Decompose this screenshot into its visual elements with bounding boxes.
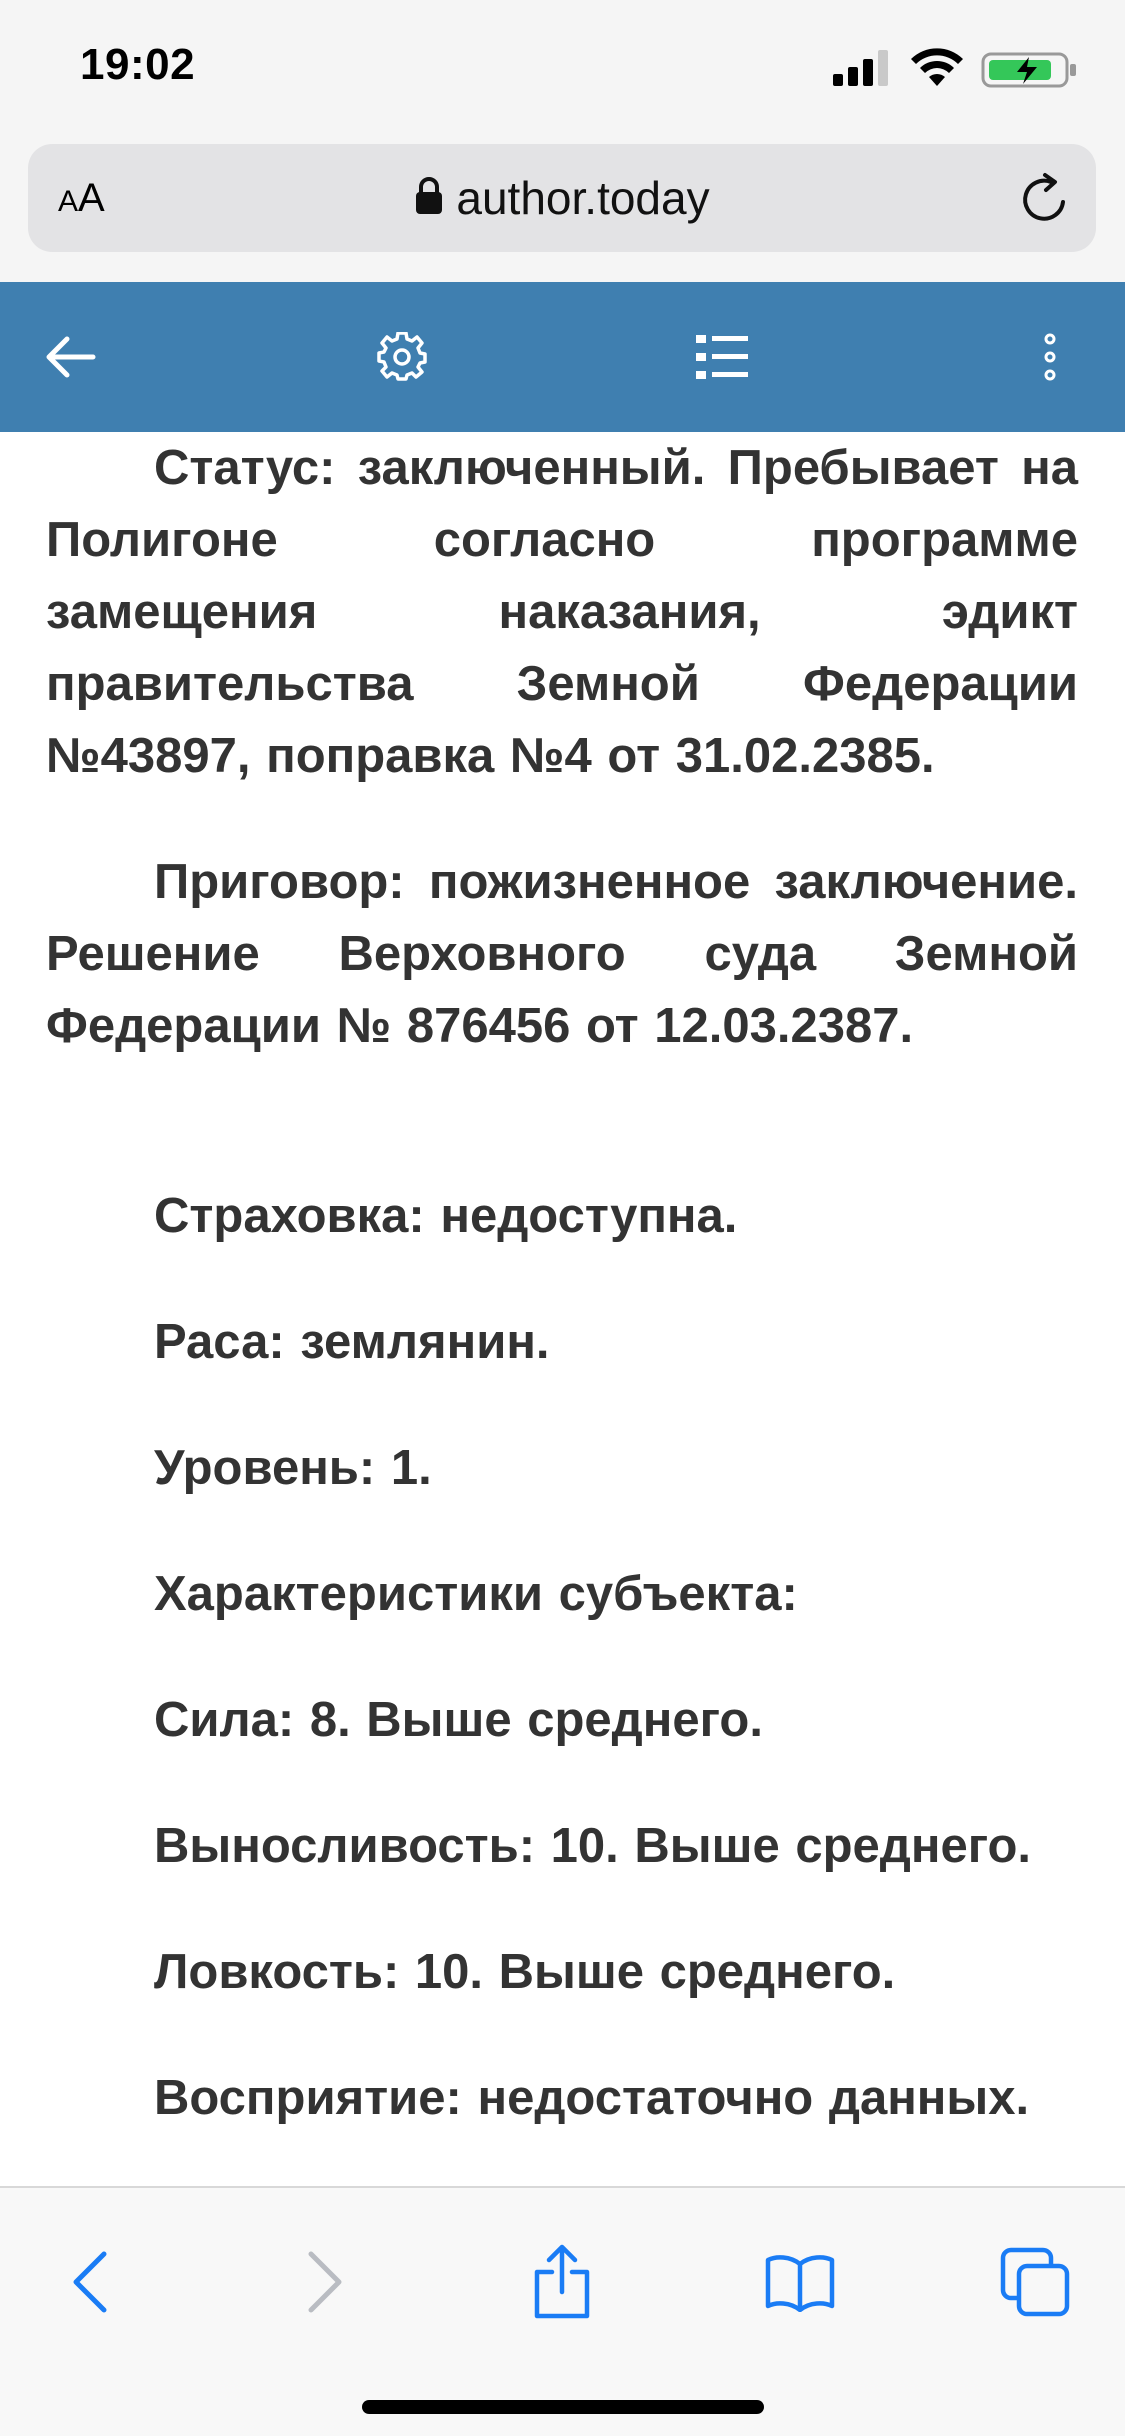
forward-chevron-icon — [305, 2250, 345, 2314]
paragraph-perception: Восприятие: недостаточно данных. — [154, 2071, 1030, 2125]
paragraph-characteristics-heading: Характеристики субъекта: — [154, 1567, 798, 1621]
lock-icon — [414, 176, 444, 216]
paragraph-agility: Ловкость: 10. Выше среднего. — [154, 1945, 896, 1999]
text-size-small-a: A — [58, 185, 79, 218]
paragraph-sentence: Приговор: пожизненное заключение. Решение Верховного суда Земной Федерации № 876456 от 12.03.2387. — [46, 855, 1078, 1053]
paragraph-status: Статус: заключенный. Пребывает на Полигоне согласно программе замещения наказания, эдикт правительства Земной Федерации №43897, поправка №4 от 31.02.2385. — [46, 441, 1078, 783]
battery-charging-icon — [981, 52, 1081, 88]
text-size-large-a: A — [78, 176, 105, 220]
tabs-icon — [999, 2246, 1071, 2318]
back-chevron-icon — [70, 2250, 110, 2314]
gear-icon — [377, 332, 427, 382]
share-icon — [531, 2244, 593, 2320]
share-button[interactable] — [512, 2232, 612, 2332]
address-bar[interactable] — [28, 144, 1096, 252]
status-time: 19:02 — [80, 40, 196, 89]
paragraph-endurance: Выносливость: 10. Выше среднего. — [154, 1819, 1032, 1873]
paragraph-strength: Сила: 8. Выше среднего. — [154, 1693, 763, 1747]
more-button[interactable] — [1000, 282, 1100, 432]
settings-button[interactable] — [352, 282, 452, 432]
more-vertical-icon — [1043, 333, 1057, 381]
bottom-toolbar — [0, 2186, 1125, 2436]
paragraph-race: Раса: землянин. — [154, 1315, 550, 1369]
wifi-icon — [911, 48, 963, 86]
address-area — [0, 132, 1125, 282]
home-indicator[interactable] — [362, 2400, 764, 2414]
book-content — [0, 432, 1125, 2186]
contents-button[interactable] — [672, 282, 772, 432]
contents-list-icon — [696, 333, 748, 381]
url-display[interactable] — [28, 172, 1096, 224]
paragraph-level: Уровень: 1. — [154, 1441, 432, 1495]
browser-back-button[interactable] — [40, 2232, 140, 2332]
browser-forward-button[interactable] — [275, 2232, 375, 2332]
back-button[interactable] — [20, 282, 120, 432]
bookmarks-button[interactable] — [750, 2232, 850, 2332]
tabs-button[interactable] — [985, 2232, 1085, 2332]
status-bar — [0, 0, 1125, 132]
signal-icon — [833, 50, 891, 86]
reader-toolbar — [0, 282, 1125, 432]
reload-icon[interactable] — [1018, 172, 1072, 226]
paragraph-insurance: Страховка: недоступна. — [154, 1189, 738, 1243]
bookmarks-icon — [764, 2252, 836, 2312]
back-arrow-icon — [43, 335, 97, 379]
url-text: author.today — [456, 172, 710, 224]
